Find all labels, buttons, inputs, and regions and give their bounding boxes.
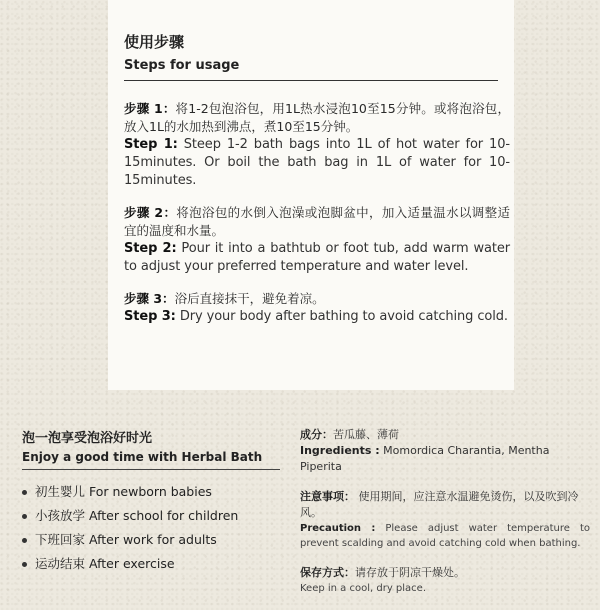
precaution-value-en: Please adjust water temperature to prevent scalding and avoid catching cold when bathing. [300,523,590,549]
list-item-label: 初生婴儿 For newborn babies [35,484,212,499]
list-item-label: 运动结束 After exercise [35,556,175,571]
enjoy-title-en: Enjoy a good time with Herbal Bath [22,450,263,464]
step-2-label-en: Step 2: [124,241,177,256]
step-2-text-en: Pour it into a bathtub or foot tub, add warm water to adjust your preferred temperature and water level. [124,241,510,274]
step-3-cn [124,290,510,308]
storage-label-cn: 保存方式： [300,566,355,579]
enjoy-list [22,484,280,572]
step-2-text-cn: 将泡浴包的水倒入泡澡或泡脚盆中，加入适量温水以调整适宜的温度和水量。 [124,205,510,238]
header-divider [124,80,498,81]
step-3-text-cn: 浴后直接抹干，避免着凉。 [174,291,325,306]
steps-list [124,100,510,340]
bullet-icon [22,490,27,495]
step-3-label-cn: 步骤 3： [124,291,175,306]
precaution-label-cn: 注意事项： [300,490,355,503]
step-2 [124,204,510,276]
precaution-en [300,521,590,551]
list-item [22,508,280,524]
product-info [300,427,590,610]
precaution-cn [300,489,590,521]
enjoy-title-cn: 泡一泡享受泡浴好时光 [22,431,153,446]
bullet-icon [22,562,27,567]
step-1-text-cn: 将1-2包泡浴包，用1L热水浸泡10至15分钟。或将泡浴包，放入1L的水加热到沸点，煮10至15分钟。 [124,101,510,134]
step-1-text-en: Steep 1-2 bath bags into 1L of hot water for 10-15minutes. Or boil the bath bag in 1L of water for 10-15minutes. [124,137,510,188]
storage-value-cn: 请存放于阴凉干燥处。 [355,566,465,579]
bullet-icon [22,538,27,543]
step-1-label-cn: 步骤 1： [124,101,176,116]
precaution-block [300,489,590,551]
step-3-en [124,308,510,326]
step-2-en [124,240,510,276]
step-1 [124,100,510,190]
list-item [22,484,280,500]
usage-title-cn: 使用步骤 [124,33,185,51]
usage-header [124,32,498,81]
enjoy-section [22,430,280,580]
list-item [22,556,280,572]
step-1-label-en: Step 1: [124,137,178,152]
ingredients-value-cn: 苦瓜藤、薄荷 [333,428,399,441]
step-3 [124,290,510,326]
step-2-label-cn: 步骤 2： [124,205,177,220]
ingredients-cn [300,427,590,443]
step-3-text-en: Dry your body after bathing to avoid catching cold. [175,309,508,324]
ingredients-label-en: Ingredients : [300,444,380,457]
storage-cn [300,565,590,581]
storage-block [300,565,590,596]
bullet-icon [22,514,27,519]
ingredients-value-en: Momordica Charantia, Mentha Piperita [300,444,550,473]
storage-en: Keep in a cool, dry place. [300,583,427,594]
list-item-label: 小孩放学 After school for children [35,508,239,523]
step-3-label-en: Step 3: [124,309,176,324]
list-item-label: 下班回家 After work for adults [35,532,217,547]
precaution-label-en: Precaution : [300,523,376,534]
enjoy-divider [22,469,280,470]
usage-card [108,0,514,390]
list-item [22,532,280,548]
step-2-cn [124,204,510,240]
ingredients-block [300,427,590,475]
ingredients-en [300,443,590,475]
step-1-cn [124,100,510,136]
step-1-en [124,136,510,190]
precaution-value-cn: 使用期间，应注意水温避免烫伤，以及吹到冷风。 [300,490,579,519]
usage-title-en: Steps for usage [124,58,240,73]
ingredients-label-cn: 成分： [300,428,333,441]
